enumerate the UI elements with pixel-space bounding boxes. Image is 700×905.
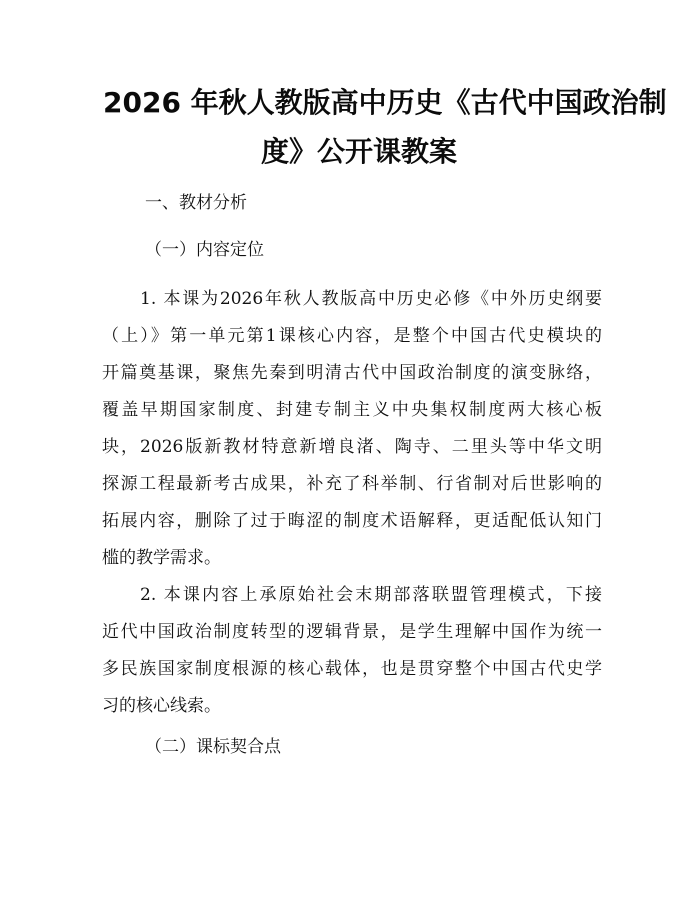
paragraph-1-line: 拓展内容，删除了过于晦涩的制度术语解释，更适配低认知门 [102,511,602,531]
document-title-line-1: 2026 年秋人教版高中历史《古代中国政治制 [103,86,667,119]
paragraph-2-line: 多民族国家制度根源的核心载体，也是贯穿整个中国古代史学 [102,659,602,679]
paragraph-2-line: 习的核心线索。 [102,696,221,716]
document-title-line-2: 度》公开课教案 [261,135,458,168]
paragraph-2-line: 2. 本课内容上承原始社会末期部落联盟管理模式，下接 [140,585,602,605]
paragraph-2-line: 近代中国政治制度转型的逻辑背景，是学生理解中国作为统一 [102,622,602,642]
paragraph-1-line: 块，2026版新教材特意新增良渚、陶寺、二里头等中华文明 [102,437,602,457]
paragraph-1-line: 开篇奠基课，聚焦先秦到明清古代中国政治制度的演变脉络， [102,363,602,383]
paragraph-1-line: 1. 本课为2026年秋人教版高中历史必修《中外历史纲要 [140,289,602,309]
subsection-heading-curriculum-alignment: （二）课标契合点 [145,737,281,757]
paragraph-1-line: 探源工程最新考古成果，补充了科举制、行省制对后世影响的 [102,474,602,494]
paragraph-1-line: （上）》第一单元第1课核心内容，是整个中国古代史模块的 [102,326,602,346]
subsection-heading-content-positioning: （一）内容定位 [145,240,264,260]
paragraph-1-line: 覆盖早期国家制度、封建专制主义中央集权制度两大核心板 [102,400,602,420]
section-heading-teaching-material-analysis: 一、教材分析 [145,193,247,213]
paragraph-1-line: 槛的教学需求。 [102,548,221,568]
